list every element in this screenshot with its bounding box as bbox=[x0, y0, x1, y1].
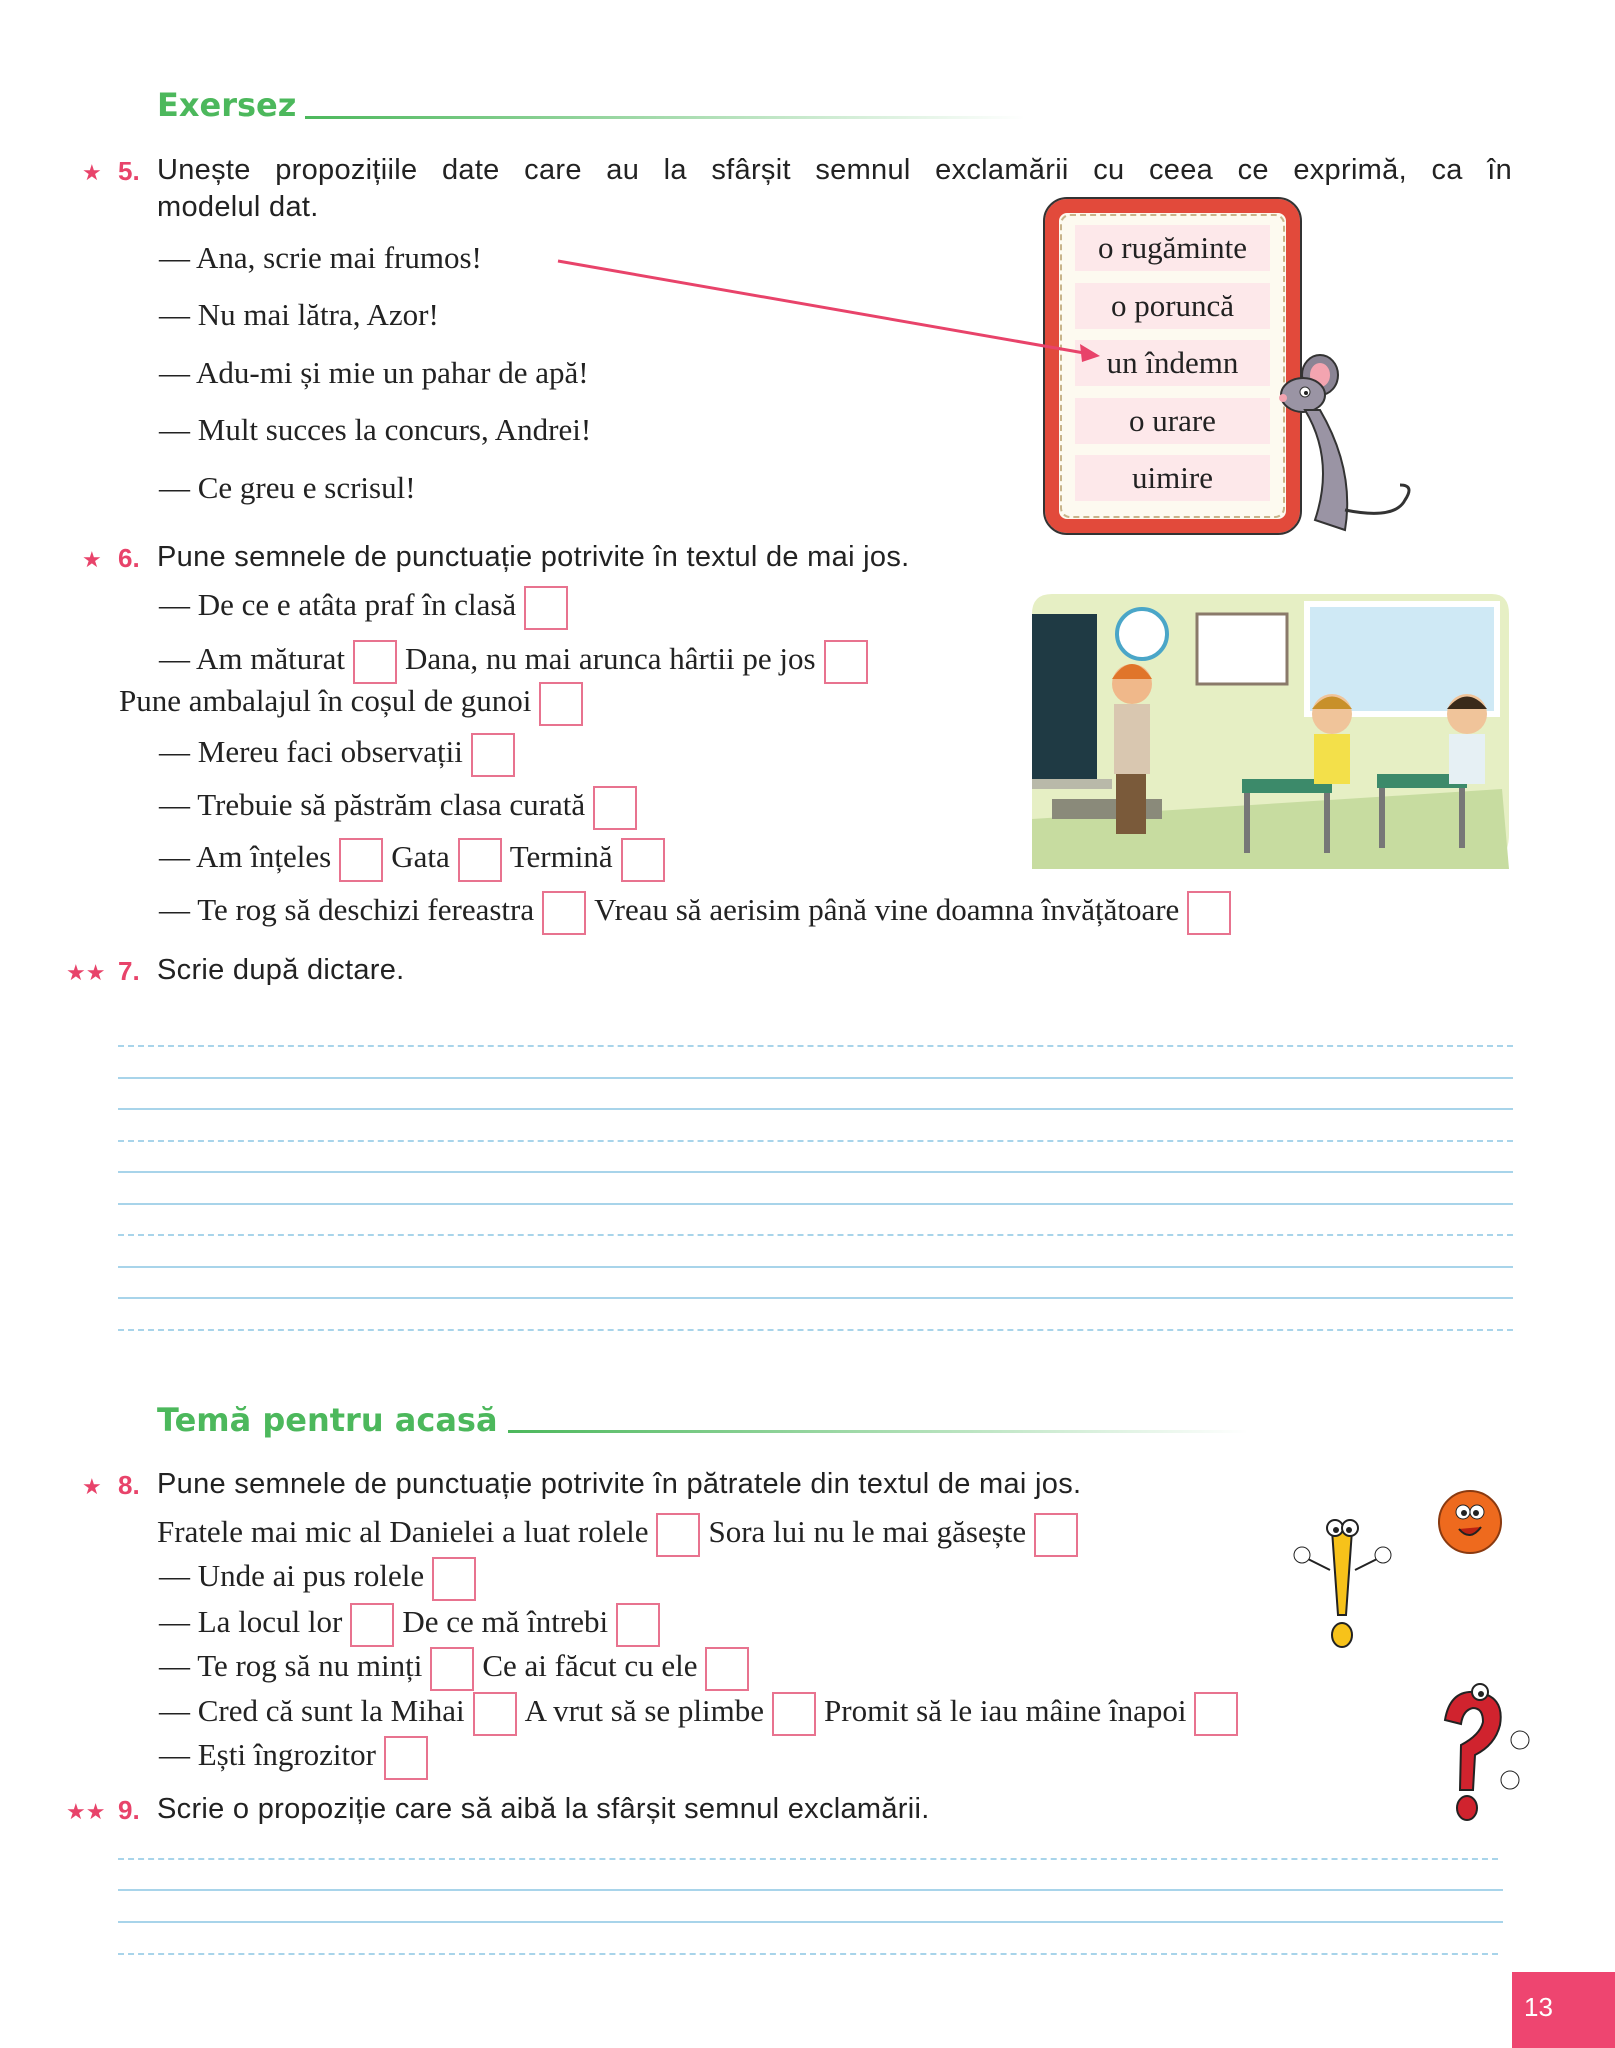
punctuation-box[interactable] bbox=[1194, 1692, 1238, 1736]
exercise-number: 9. bbox=[118, 1795, 140, 1825]
option-label[interactable]: un îndemn bbox=[1075, 340, 1270, 386]
guide-line bbox=[118, 1077, 1513, 1079]
guide-line bbox=[118, 1045, 1513, 1047]
section-title-practice: Exersez bbox=[157, 86, 297, 124]
punctuation-box[interactable] bbox=[656, 1513, 700, 1557]
punctuation-box[interactable] bbox=[339, 838, 383, 882]
classroom-illustration bbox=[1032, 584, 1509, 869]
text-line: — Mereu faci observații bbox=[159, 733, 523, 777]
difficulty-stars: ★ bbox=[82, 160, 102, 185]
guide-line bbox=[118, 1203, 1513, 1205]
text-line: — Te rog să deschizi fereastra Vreau să aerisim până vine doamna învățătoare bbox=[159, 891, 1239, 935]
guide-line bbox=[118, 1297, 1513, 1299]
punctuation-box[interactable] bbox=[458, 838, 502, 882]
text-line: — Unde ai pus rolele bbox=[159, 1557, 484, 1601]
difficulty-stars: ★ bbox=[82, 1474, 102, 1499]
sentence: — Mult succes la concurs, Andrei! bbox=[159, 412, 592, 447]
punctuation-box[interactable] bbox=[1187, 891, 1231, 935]
punctuation-box[interactable] bbox=[471, 733, 515, 777]
difficulty-stars: ★ bbox=[82, 547, 102, 572]
question-mark-character-icon bbox=[1425, 1680, 1535, 1830]
punctuation-box[interactable] bbox=[616, 1603, 660, 1647]
text-line: — De ce e atâta praf în clasă bbox=[159, 586, 576, 630]
punctuation-box[interactable] bbox=[1034, 1513, 1078, 1557]
guide-line bbox=[118, 1889, 1503, 1891]
option-label[interactable]: o rugăminte bbox=[1075, 225, 1270, 271]
text-line: — Trebuie să păstrăm clasa curată bbox=[159, 786, 645, 830]
exercise-number: 8. bbox=[118, 1470, 140, 1500]
exercise-instruction: Scrie o propoziție care să aibă la sfârșit semnul exclamării. bbox=[157, 1793, 930, 1825]
punctuation-box[interactable] bbox=[353, 640, 397, 684]
punctuation-box[interactable] bbox=[432, 1557, 476, 1601]
punctuation-box[interactable] bbox=[772, 1692, 816, 1736]
punctuation-box[interactable] bbox=[593, 786, 637, 830]
sentence: — Adu-mi și mie un pahar de apă! bbox=[159, 355, 589, 390]
punctuation-box[interactable] bbox=[824, 640, 868, 684]
guide-line bbox=[118, 1921, 1503, 1923]
guide-line bbox=[118, 1108, 1513, 1110]
exercise-instruction-cont: modelul dat. bbox=[157, 191, 319, 223]
text-line: — La locul lor De ce mă întrebi bbox=[159, 1603, 668, 1647]
option-label[interactable]: o poruncă bbox=[1075, 283, 1270, 329]
guide-line bbox=[118, 1140, 1513, 1142]
text-line: — Am înțeles Gata Termină bbox=[159, 838, 673, 882]
punctuation-box[interactable] bbox=[430, 1647, 474, 1691]
punctuation-box[interactable] bbox=[384, 1736, 428, 1780]
heading-rule bbox=[508, 1430, 1248, 1433]
exclamation-character-icon bbox=[1290, 1510, 1400, 1660]
period-character-icon bbox=[1435, 1482, 1505, 1557]
text-line: — Te rog să nu minți Ce ai făcut cu ele bbox=[159, 1647, 757, 1691]
punctuation-box[interactable] bbox=[539, 682, 583, 726]
exercise-instruction: Unește propozițiile date care au la sfârșit semnul exclamării cu ceea ce exprimă, ca în bbox=[157, 154, 1512, 186]
guide-line bbox=[118, 1858, 1498, 1860]
punctuation-box[interactable] bbox=[524, 586, 568, 630]
exercise-number: 6. bbox=[118, 543, 140, 573]
guide-line bbox=[118, 1953, 1498, 1955]
sentence: — Nu mai lătra, Azor! bbox=[159, 297, 439, 332]
sentence: — Ce greu e scrisul! bbox=[159, 470, 416, 505]
page-number: 13 bbox=[1524, 1992, 1553, 2022]
exercise-number: 7. bbox=[118, 956, 140, 986]
difficulty-stars: ★★ bbox=[66, 960, 106, 985]
guide-line bbox=[118, 1171, 1513, 1173]
page-number-tab bbox=[1512, 1972, 1615, 2048]
text-line: — Cred că sunt la Mihai A vrut să se plimbe Promit să le iau mâine înapoi bbox=[159, 1692, 1246, 1736]
punctuation-box[interactable] bbox=[621, 838, 665, 882]
exercise-number: 5. bbox=[118, 156, 140, 186]
punctuation-box[interactable] bbox=[473, 1692, 517, 1736]
text-line: Fratele mai mic al Danielei a luat rolele Sora lui nu le mai găsește bbox=[157, 1513, 1086, 1557]
punctuation-box[interactable] bbox=[705, 1647, 749, 1691]
text-line: Pune ambalajul în coșul de gunoi bbox=[119, 682, 591, 726]
guide-line bbox=[118, 1234, 1513, 1236]
punctuation-box[interactable] bbox=[542, 891, 586, 935]
option-label[interactable]: o urare bbox=[1075, 398, 1270, 444]
sentence: — Ana, scrie mai frumos! bbox=[159, 240, 482, 275]
difficulty-stars: ★★ bbox=[66, 1799, 106, 1824]
guide-line bbox=[118, 1329, 1513, 1331]
exercise-instruction: Pune semnele de punctuație potrivite în textul de mai jos. bbox=[157, 541, 910, 573]
mouse-illustration bbox=[1275, 350, 1435, 540]
exercise-instruction: Pune semnele de punctuație potrivite în pătratele din textul de mai jos. bbox=[157, 1468, 1082, 1500]
text-line: — Ești îngrozitor bbox=[159, 1736, 436, 1780]
exercise-instruction: Scrie după dictare. bbox=[157, 954, 405, 986]
heading-rule bbox=[305, 116, 1025, 119]
section-title-homework: Temă pentru acasă bbox=[157, 1401, 498, 1439]
guide-line bbox=[118, 1266, 1513, 1268]
punctuation-box[interactable] bbox=[350, 1603, 394, 1647]
option-label[interactable]: uimire bbox=[1075, 455, 1270, 501]
text-line: — Am măturat Dana, nu mai arunca hârtii pe jos bbox=[159, 640, 876, 684]
